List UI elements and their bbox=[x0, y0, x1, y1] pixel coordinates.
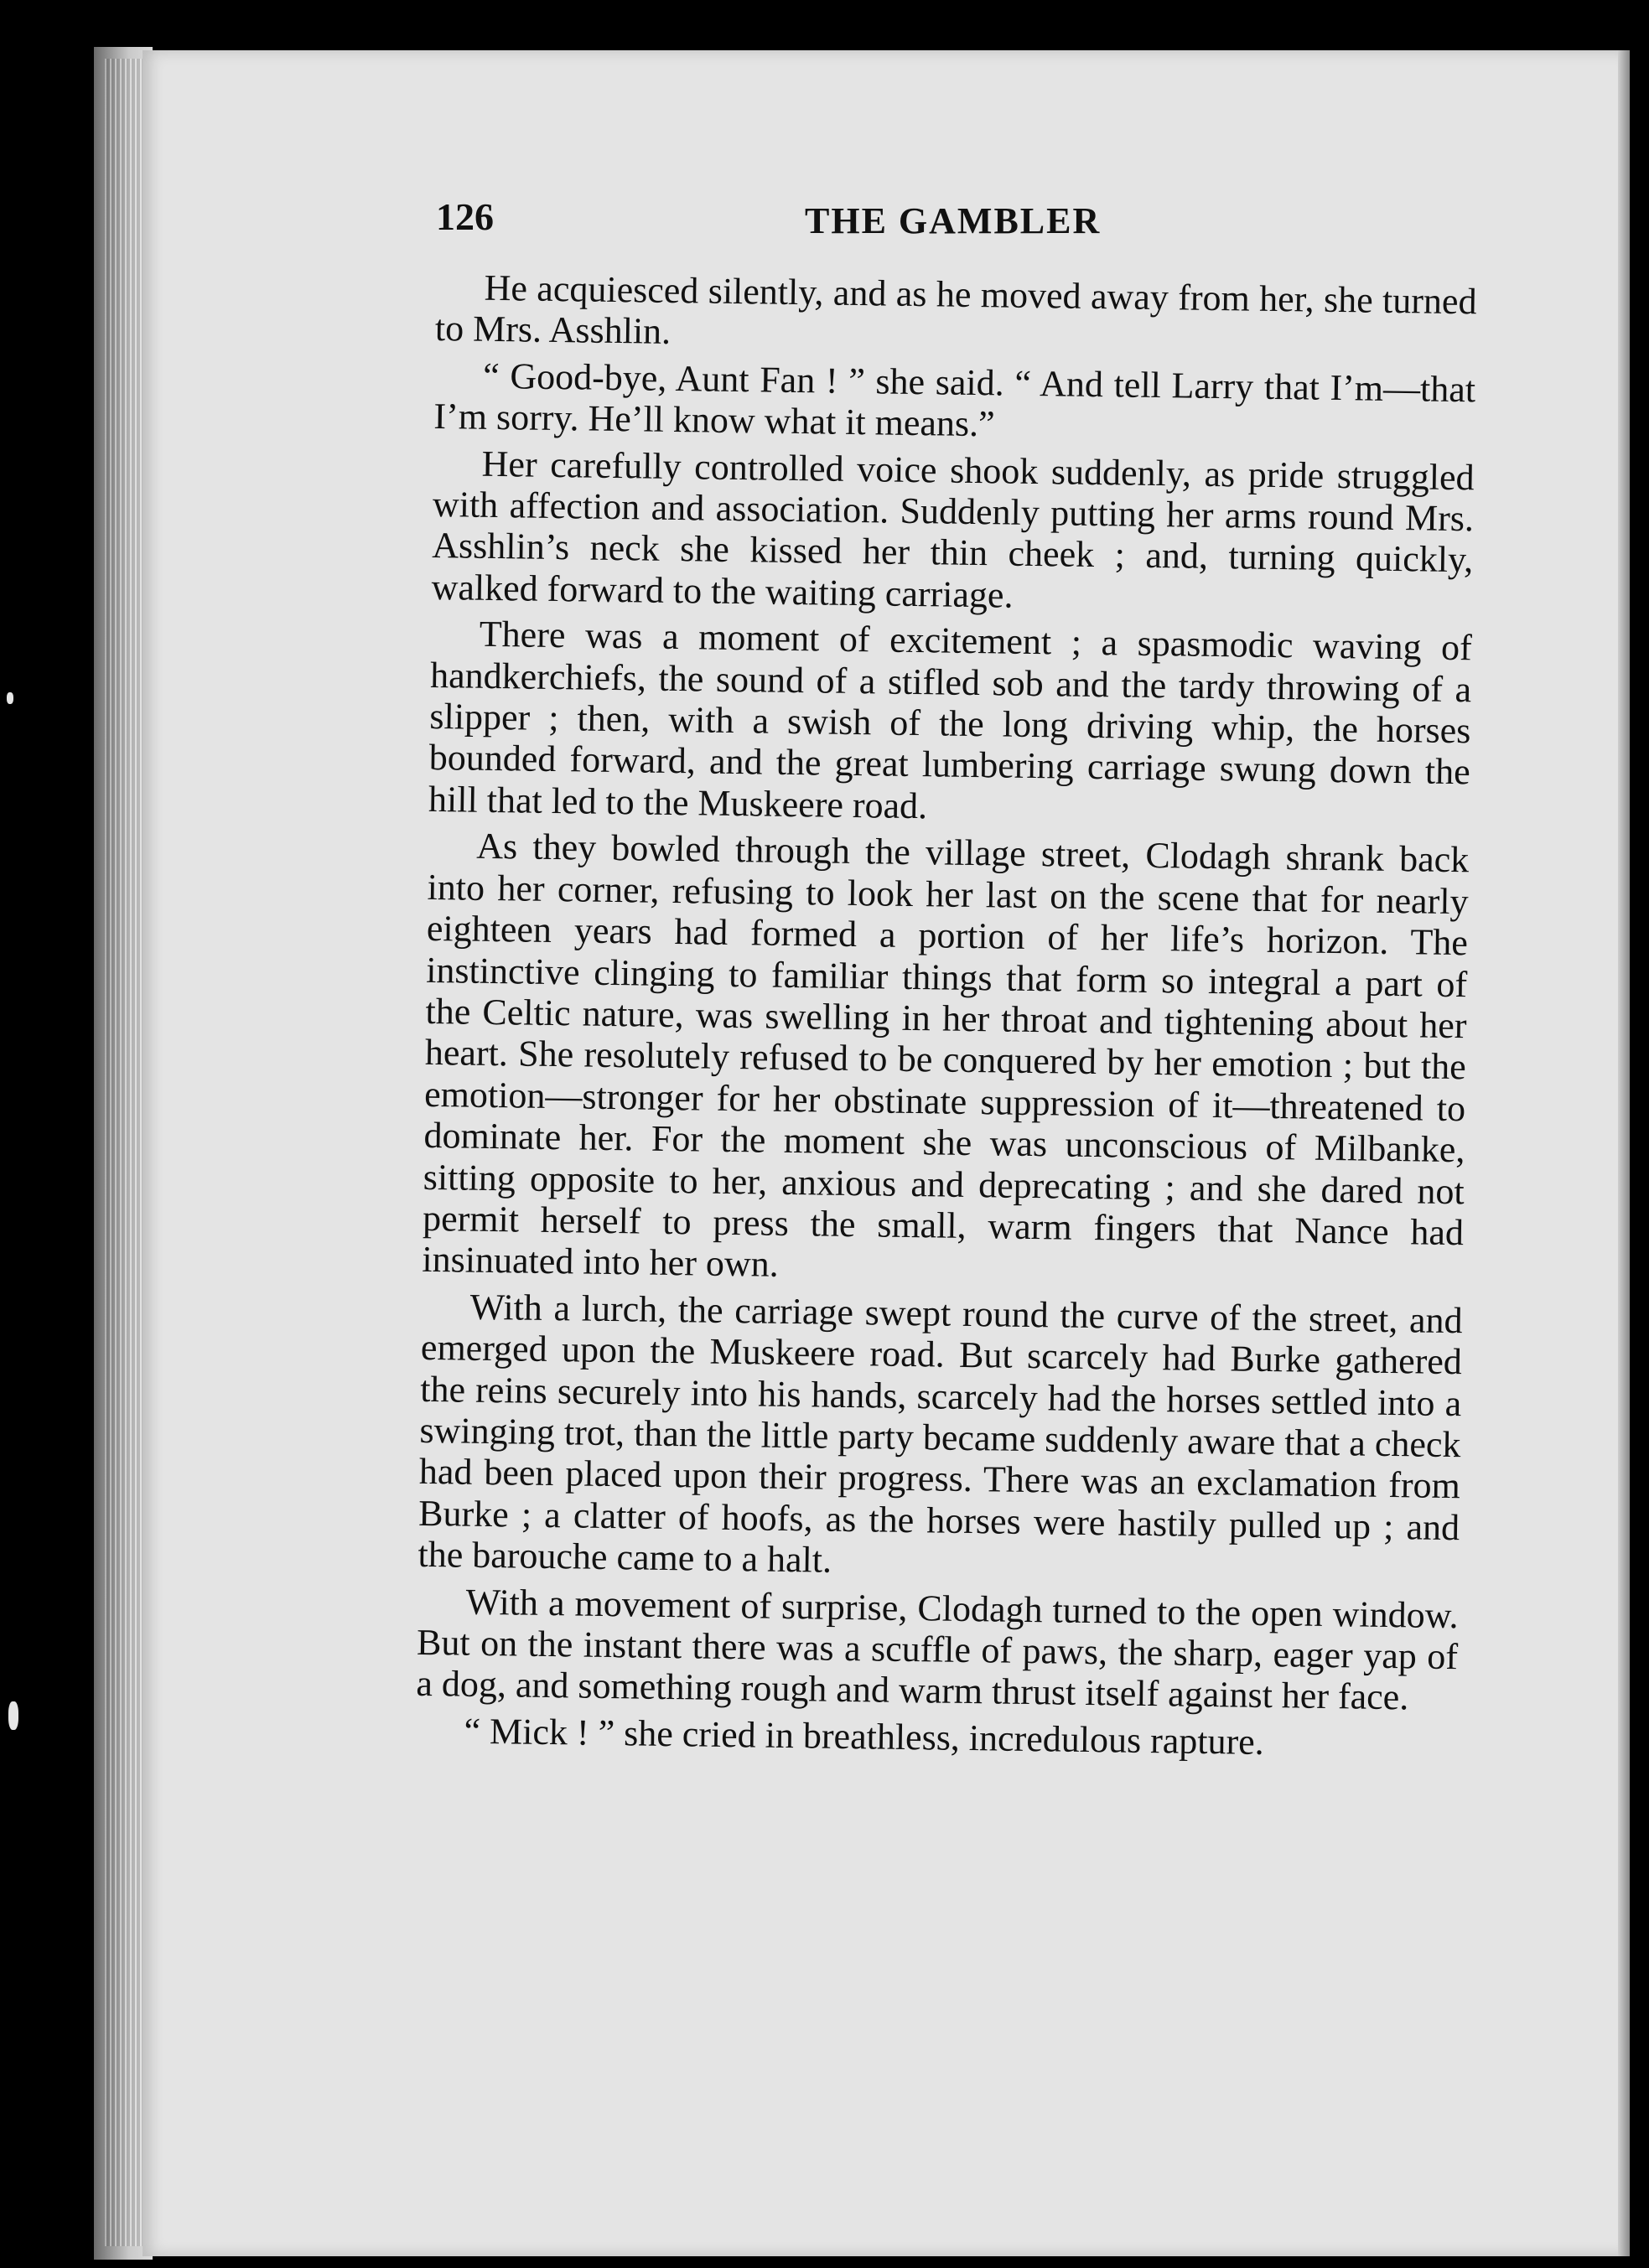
page-body bbox=[415, 267, 1477, 1770]
paragraph: Her carefully controlled voice shook suddenly, as pride struggled with affection and association. Suddenly putting her arms round Mrs. Asshlin’s neck she kissed her thin cheek ; and, turning quickly, walked forward to the waiting carriage. bbox=[431, 443, 1475, 616]
paragraph: As they bowled through the village street, Clodagh shrank back into her corner, refusing to look her last on the scene that for nearly eighteen years had formed a portion of her life’s horizon. The instinctive clinging to familiar things that form so integral a part of the Celtic nature, was swelling in her throat and tightening about her heart. She resolutely refused to be conquered by her emotion ; but the emotion—stronger for her obstinate suppression of it—threatened to dominate her. For the moment she was unconscious of Milbanke, sitting opposite to her, anxious and deprecating ; and she dared not permit herself to press the small, warm fingers that Nance had insinuated into her own. bbox=[422, 826, 1470, 1286]
page-edges bbox=[105, 59, 147, 2246]
paragraph: “ Mick ! ” she cried in breathless, incredulous rapture. bbox=[464, 1710, 1265, 1763]
paragraph: He acquiesced silently, and as he moved away from her, she turned to Mrs. Asshlin. bbox=[434, 267, 1477, 353]
running-title: THE GAMBLER bbox=[805, 200, 1102, 241]
paragraph: With a lurch, the carriage swept round the curve of the street, and emerged upon the Muskeere road. But scarcely had Burke gathered the reins securely into his hands, scarcely had the horses settled into a swinging trot, than the little party became suddenly aware that a check had been placed upon their progress. There was an exclamation from Burke ; a clatter of hoofs, as the horses were hastily pulled up ; and the barouche came to a halt. bbox=[417, 1286, 1463, 1581]
paragraph: With a movement of surprise, Clodagh turned to the open window. But on the instant there was a scuffle of paws, the sharp, eager yap of a dog, and something rough and warm thrust itself against her face. bbox=[416, 1581, 1459, 1718]
margin-speck bbox=[7, 692, 13, 704]
paragraph: There was a moment of excitement ; a spasmodic waving of handkerchiefs, the sound of a stifled sob and the tardy throwing of a slipper ; then, with a swish of the long driving whip, the horses bounded forward, and the great lumbering carriage swung down the hill that led to the Muskeere road. bbox=[428, 614, 1473, 827]
page-number: 126 bbox=[436, 195, 494, 238]
margin-speck bbox=[8, 1701, 18, 1730]
paragraph: “ Good-bye, Aunt Fan ! ” she said. “ And tell Larry that I’m—that I’m sorry. He’ll know what it means.” bbox=[433, 355, 1476, 445]
page-right-edge bbox=[1618, 50, 1630, 2256]
page-header bbox=[436, 194, 1501, 270]
